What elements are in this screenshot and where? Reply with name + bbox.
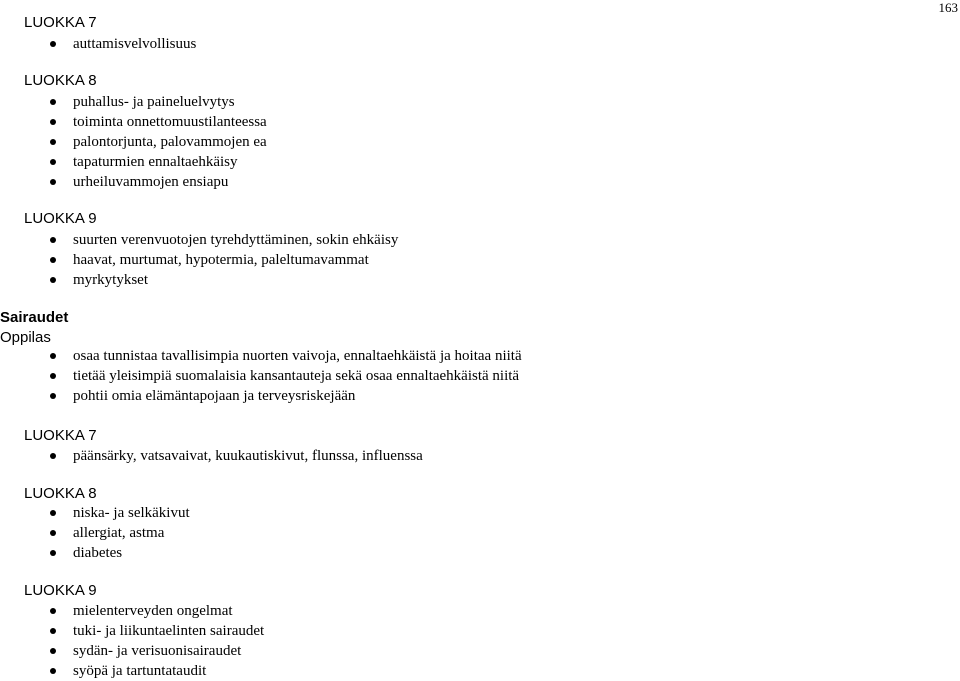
list-item xyxy=(0,230,398,250)
list-item-text: tietää yleisimpiä suomalaisia kansantauteja sekä osaa ennaltaehkäistä niitä xyxy=(73,368,520,384)
list-item xyxy=(0,386,522,406)
list-item xyxy=(0,152,267,172)
list-item xyxy=(0,523,190,543)
list-item-text: mielenterveyden ongelmat xyxy=(73,603,233,619)
list-item xyxy=(0,641,264,661)
grade-heading-9: LUOKKA 9 xyxy=(24,210,97,227)
list-item xyxy=(0,112,267,132)
bullet-icon xyxy=(50,353,56,359)
list-item-text: osaa tunnistaa tavallisimpia nuorten vaivoja, ennaltaehkäistä ja hoitaa niitä xyxy=(73,348,522,364)
bullet-icon xyxy=(50,453,56,459)
bullet-icon xyxy=(50,608,56,614)
bullet-icon xyxy=(50,257,56,263)
section-grade-8-list xyxy=(0,503,190,563)
list-item xyxy=(0,366,522,386)
grade-9-list xyxy=(0,230,398,290)
bullet-icon xyxy=(50,628,56,634)
bullet-icon xyxy=(50,99,56,105)
list-item-text: allergiat, astma xyxy=(73,525,165,541)
section-grade-heading-9: LUOKKA 9 xyxy=(24,582,97,599)
list-item xyxy=(0,503,190,523)
section-grade-7-list xyxy=(0,446,423,466)
bullet-icon xyxy=(50,373,56,379)
page-number: 163 xyxy=(938,0,958,15)
bullet-icon xyxy=(50,179,56,185)
section-title: Sairaudet xyxy=(0,309,69,326)
list-item xyxy=(0,172,267,192)
section-subtitle: Oppilas xyxy=(0,329,51,346)
list-item xyxy=(0,543,190,563)
bullet-icon xyxy=(50,119,56,125)
bullet-icon xyxy=(50,139,56,145)
list-item xyxy=(0,601,264,621)
list-item-text: tapaturmien ennaltaehkäisy xyxy=(73,154,238,170)
bullet-icon xyxy=(50,41,56,47)
list-item-text: toiminta onnettomuustilanteessa xyxy=(73,114,267,130)
list-item xyxy=(0,34,196,54)
bullet-icon xyxy=(50,393,56,399)
list-item xyxy=(0,132,267,152)
grade-heading-7: LUOKKA 7 xyxy=(24,14,97,31)
list-item xyxy=(0,621,264,641)
list-item xyxy=(0,661,264,681)
list-item-text: auttamisvelvollisuus xyxy=(73,36,197,52)
grade-8-list xyxy=(0,92,267,192)
bullet-icon xyxy=(50,550,56,556)
list-item-text: haavat, murtumat, hypotermia, paleltumavammat xyxy=(73,252,369,268)
list-item-text: niska- ja selkäkivut xyxy=(73,505,190,521)
grade-7-list xyxy=(0,34,196,54)
list-item xyxy=(0,270,398,290)
bullet-icon xyxy=(50,530,56,536)
grade-heading-8: LUOKKA 8 xyxy=(24,72,97,89)
list-item xyxy=(0,446,423,466)
section-grade-heading-7: LUOKKA 7 xyxy=(24,427,97,444)
list-item-text: tuki- ja liikuntaelinten sairaudet xyxy=(73,623,265,639)
list-item-text: suurten verenvuotojen tyrehdyttäminen, sokin ehkäisy xyxy=(73,232,399,248)
list-item-text: palontorjunta, palovammojen ea xyxy=(73,134,267,150)
list-item-text: syöpä ja tartuntataudit xyxy=(73,663,207,679)
bullet-icon xyxy=(50,277,56,283)
list-item-text: sydän- ja verisuonisairaudet xyxy=(73,643,242,659)
list-item xyxy=(0,346,522,366)
bullet-icon xyxy=(50,648,56,654)
section-grade-9-list xyxy=(0,601,264,681)
bullet-icon xyxy=(50,237,56,243)
list-item-text: päänsärky, vatsavaivat, kuukautiskivut, flunssa, influenssa xyxy=(73,448,423,464)
list-item xyxy=(0,92,267,112)
list-item-text: diabetes xyxy=(73,545,123,561)
list-item-text: pohtii omia elämäntapojaan ja terveysriskejään xyxy=(73,388,356,404)
bullet-icon xyxy=(50,510,56,516)
list-item-text: puhallus- ja paineluelvytys xyxy=(73,94,235,110)
objectives-list xyxy=(0,346,522,406)
bullet-icon xyxy=(50,159,56,165)
list-item-text: myrkytykset xyxy=(73,272,148,288)
bullet-icon xyxy=(50,668,56,674)
list-item-text: urheiluvammojen ensiapu xyxy=(73,174,229,190)
list-item xyxy=(0,250,398,270)
section-grade-heading-8: LUOKKA 8 xyxy=(24,485,97,502)
